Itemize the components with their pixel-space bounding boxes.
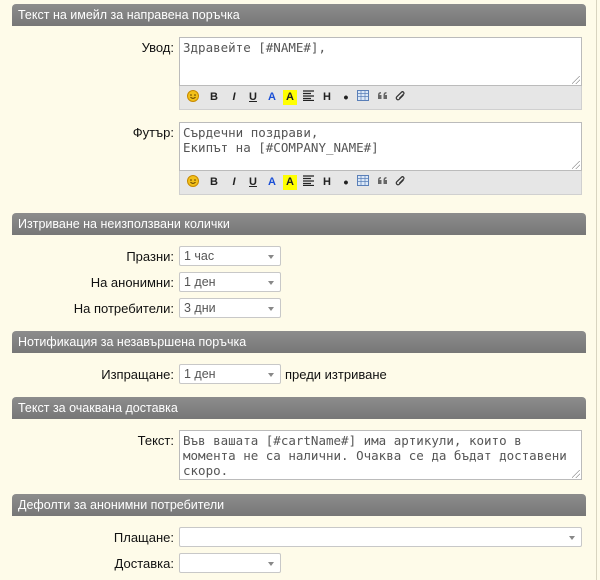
section-header-defaults: Дефолти за анонимни потребители bbox=[12, 494, 586, 516]
empty-carts-select[interactable] bbox=[179, 246, 281, 266]
footer-textarea[interactable]: Сърдечни поздрави, Екипът на [#COMPANY_NAME#] bbox=[179, 122, 582, 171]
shipping-label: Доставка: bbox=[114, 556, 174, 571]
send-label: Изпращане: bbox=[101, 367, 174, 382]
heading-button[interactable]: H bbox=[323, 91, 331, 103]
user-carts-select[interactable] bbox=[179, 298, 281, 318]
quote-icon[interactable] bbox=[376, 175, 388, 190]
section-header-delivery: Текст за очаквана доставка bbox=[12, 397, 586, 419]
chevron-down-icon bbox=[268, 307, 274, 311]
user-carts-value: 3 дни bbox=[184, 301, 216, 315]
chevron-down-icon bbox=[268, 281, 274, 285]
bold-button[interactable]: B bbox=[210, 91, 218, 103]
page-edge bbox=[596, 0, 597, 580]
text-color-button[interactable]: A bbox=[268, 176, 276, 188]
empty-carts-value: 1 час bbox=[184, 249, 215, 263]
resize-grip-icon[interactable] bbox=[572, 76, 580, 84]
smiley-icon[interactable] bbox=[187, 90, 199, 105]
empty-carts-label: Празни: bbox=[126, 249, 174, 264]
chevron-down-icon bbox=[268, 562, 274, 566]
table-icon[interactable] bbox=[357, 90, 369, 105]
send-value: 1 ден bbox=[184, 367, 216, 381]
delivery-text-label: Текст: bbox=[137, 433, 174, 448]
quote-icon[interactable] bbox=[376, 90, 388, 105]
chevron-down-icon bbox=[268, 255, 274, 259]
anon-carts-select[interactable] bbox=[179, 272, 281, 292]
highlight-button[interactable]: A bbox=[283, 90, 297, 105]
section-header-carts: Изтриване на неизползвани колички bbox=[12, 213, 586, 235]
highlight-button[interactable]: A bbox=[283, 175, 297, 190]
shipping-select[interactable] bbox=[179, 553, 281, 573]
heading-button[interactable]: H bbox=[323, 176, 331, 188]
bullet-list-button[interactable]: • bbox=[343, 174, 349, 190]
attachment-icon[interactable] bbox=[394, 175, 406, 190]
anon-carts-value: 1 ден bbox=[184, 275, 216, 289]
align-button[interactable] bbox=[302, 175, 314, 190]
italic-button[interactable]: I bbox=[232, 176, 236, 188]
bullet-list-button[interactable]: • bbox=[343, 89, 349, 105]
intro-editor-toolbar bbox=[179, 86, 582, 110]
align-button[interactable] bbox=[302, 90, 314, 105]
send-select[interactable] bbox=[179, 364, 281, 384]
intro-label: Увод: bbox=[141, 40, 174, 55]
footer-editor-toolbar bbox=[179, 171, 582, 195]
table-icon[interactable] bbox=[357, 175, 369, 190]
smiley-icon[interactable] bbox=[187, 175, 199, 190]
resize-grip-icon[interactable] bbox=[572, 470, 580, 478]
payment-select[interactable] bbox=[179, 527, 582, 547]
send-suffix: преди изтриване bbox=[285, 367, 387, 382]
anon-carts-label: На анонимни: bbox=[90, 275, 174, 290]
underline-button[interactable]: U bbox=[249, 91, 257, 103]
chevron-down-icon bbox=[268, 373, 274, 377]
section-header-notify: Нотификация за незавършена поръчка bbox=[12, 331, 586, 353]
payment-label: Плащане: bbox=[113, 530, 174, 545]
resize-grip-icon[interactable] bbox=[572, 161, 580, 169]
attachment-icon[interactable] bbox=[394, 90, 406, 105]
footer-label: Футър: bbox=[132, 125, 174, 140]
section-header-email: Текст на имейл за направена поръчка bbox=[12, 4, 586, 26]
bold-button[interactable]: B bbox=[210, 176, 218, 188]
chevron-down-icon bbox=[569, 536, 575, 540]
text-color-button[interactable]: A bbox=[268, 91, 276, 103]
user-carts-label: На потребители: bbox=[73, 301, 174, 316]
italic-button[interactable]: I bbox=[232, 91, 236, 103]
delivery-textarea[interactable]: Във вашата [#cartName#] има артикули, които в момента не са налични. Очаква се да бъдат доставени скоро. bbox=[179, 430, 582, 480]
underline-button[interactable]: U bbox=[249, 176, 257, 188]
intro-textarea[interactable]: Здравейте [#NAME#], bbox=[179, 37, 582, 86]
